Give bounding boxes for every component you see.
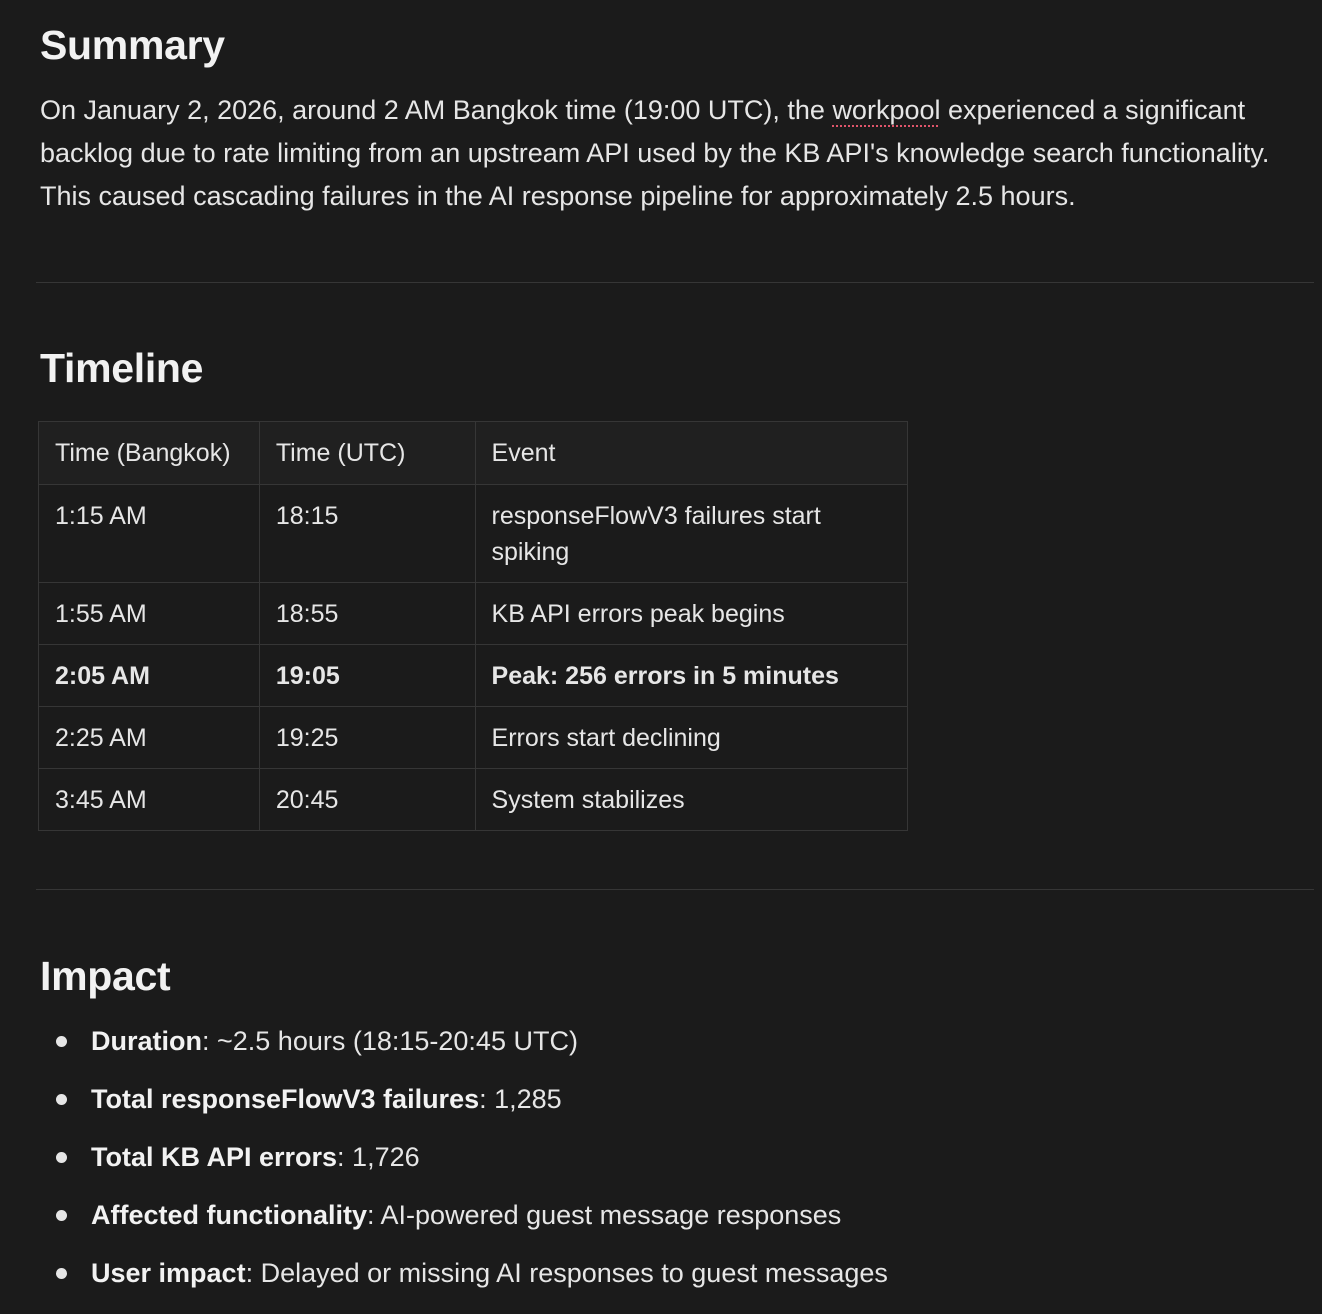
cell-event: KB API errors peak begins	[475, 583, 907, 645]
bullet-icon	[56, 1268, 67, 1279]
cell-utc-time: 18:55	[259, 583, 475, 645]
cell-utc-time: 19:25	[259, 707, 475, 769]
list-item	[40, 1014, 888, 1072]
spellcheck-flagged-word[interactable]: workpool	[832, 95, 941, 125]
impact-label: Total responseFlowV3 failures	[91, 1084, 480, 1114]
bullet-icon	[56, 1152, 67, 1163]
cell-bangkok-time: 3:45 AM	[39, 769, 260, 831]
timeline-heading: Timeline	[40, 345, 204, 391]
impact-label: Total KB API errors	[91, 1142, 338, 1172]
cell-bangkok-time: 1:15 AM	[39, 485, 260, 583]
bullet-icon	[56, 1094, 67, 1105]
list-item	[40, 1072, 888, 1130]
list-item	[40, 1188, 888, 1246]
impact-label: User impact	[91, 1258, 246, 1288]
bullet-icon	[56, 1036, 67, 1047]
cell-bangkok-time: 1:55 AM	[39, 583, 260, 645]
cell-utc-time: 19:05	[259, 645, 475, 707]
bullet-icon	[56, 1210, 67, 1221]
timeline-table	[38, 421, 908, 831]
column-header-event: Event	[475, 422, 907, 485]
cell-event: Errors start declining	[475, 707, 907, 769]
cell-event: System stabilizes	[475, 769, 907, 831]
list-item	[40, 1246, 888, 1304]
impact-value: : 1,726	[337, 1142, 420, 1172]
cell-bangkok-time: 2:25 AM	[39, 707, 260, 769]
table-row-peak	[39, 645, 908, 707]
impact-value: : Delayed or missing AI responses to guest messages	[245, 1258, 888, 1288]
impact-value: : 1,285	[479, 1084, 562, 1114]
impact-value: : AI-powered guest message responses	[367, 1200, 842, 1230]
impact-heading: Impact	[40, 953, 171, 999]
impact-label: Duration	[91, 1026, 202, 1056]
column-header-bangkok: Time (Bangkok)	[39, 422, 260, 485]
summary-paragraph	[40, 89, 1310, 218]
cell-utc-time: 20:45	[259, 769, 475, 831]
impact-value: : ~2.5 hours (18:15-20:45 UTC)	[202, 1026, 578, 1056]
summary-text-end: experienced a significant backlog due to rate limiting from an upstream API used by the KB API's knowledge search functionality. This caused cascading failures in the AI response pipeline for approximately 2.5 hours.	[40, 95, 1270, 211]
impact-label: Affected functionality	[91, 1200, 368, 1230]
table-header-row	[39, 422, 908, 485]
list-item	[40, 1130, 888, 1188]
cell-event: Peak: 256 errors in 5 minutes	[475, 645, 907, 707]
column-header-utc: Time (UTC)	[259, 422, 475, 485]
table-row	[39, 707, 908, 769]
table-row	[39, 485, 908, 583]
table-row	[39, 769, 908, 831]
cell-utc-time: 18:15	[259, 485, 475, 583]
table-row	[39, 583, 908, 645]
summary-heading: Summary	[40, 22, 225, 68]
section-divider	[36, 282, 1314, 283]
summary-text-start: On January 2, 2026, around 2 AM Bangkok time (19:00 UTC), the	[40, 95, 833, 125]
impact-list	[40, 1014, 888, 1304]
cell-event: responseFlowV3 failures start spiking	[475, 485, 907, 583]
section-divider	[36, 889, 1314, 890]
cell-bangkok-time: 2:05 AM	[39, 645, 260, 707]
